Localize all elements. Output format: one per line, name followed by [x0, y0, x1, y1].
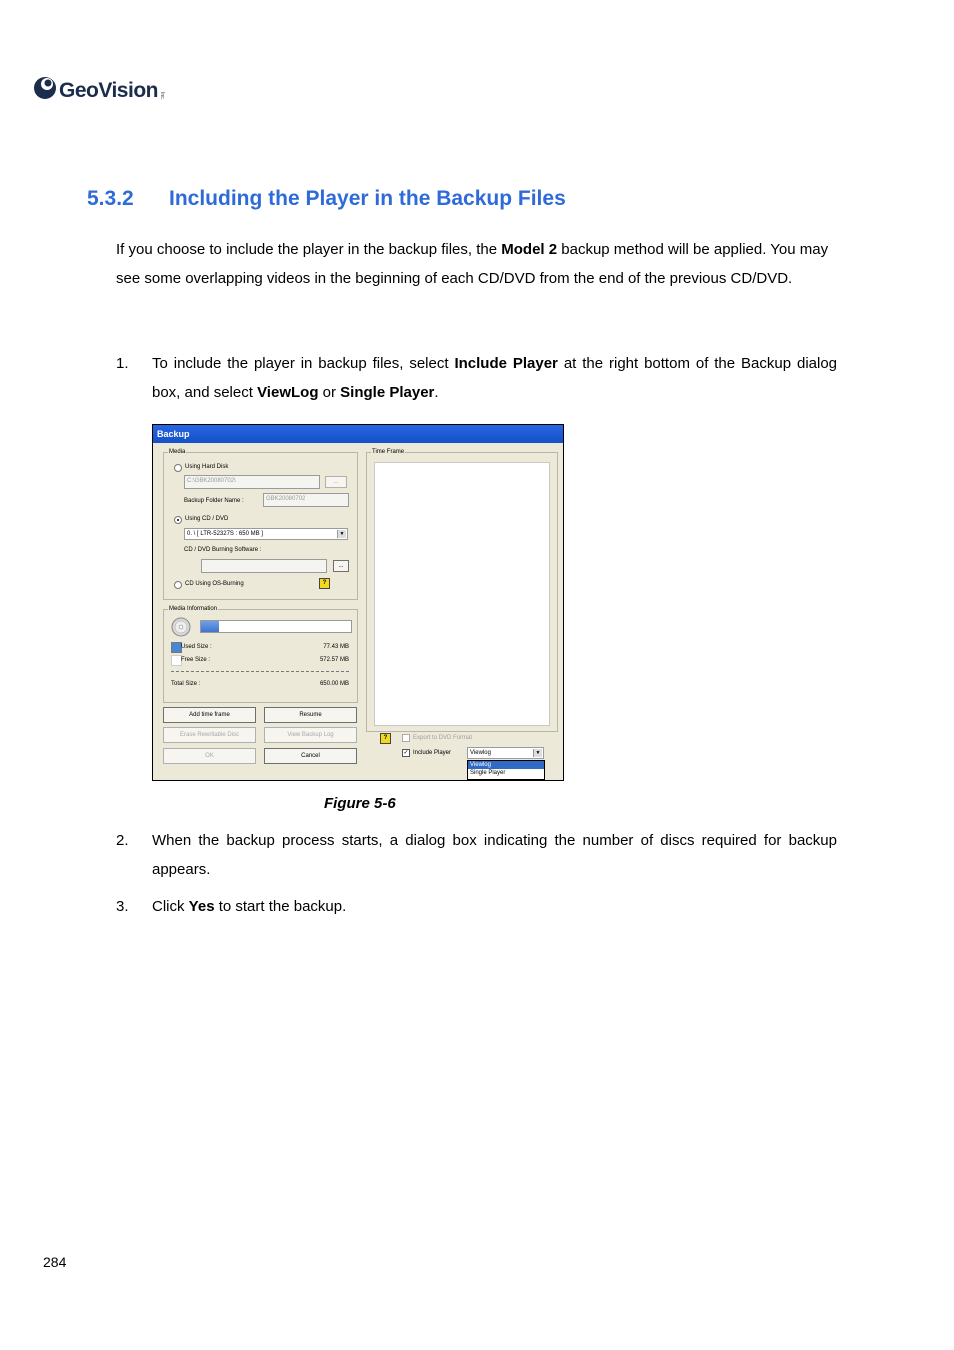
cancel-button[interactable]: Cancel — [264, 748, 357, 764]
media-information-label: Media Information — [169, 606, 218, 612]
time-frame-group — [366, 449, 558, 732]
step-2 — [116, 826, 837, 884]
total-size-value: 650.00 MB — [319, 681, 349, 687]
hard-disk-path-field[interactable]: C:\GBK20080702\ — [184, 475, 320, 489]
geovision-logo — [31, 72, 165, 102]
hard-disk-label: Using Hard Disk — [185, 464, 229, 470]
step-text: To include the player in backup files, select Include Player at the right bottom of the Backup dialog box, and select ViewLog or Single Player. — [152, 355, 838, 401]
time-frame-label: Time Frame — [372, 449, 405, 455]
burning-software-label: CD / DVD Burning Software : — [184, 547, 262, 553]
intro-paragraph — [116, 235, 837, 293]
help-icon[interactable]: ? — [319, 578, 330, 589]
used-size-label: Used Size : — [181, 644, 212, 650]
folder-name-label: Backup Folder Name : — [184, 498, 244, 504]
media-group — [163, 449, 358, 600]
media-information-group — [163, 606, 358, 703]
add-time-frame-button[interactable]: Add time frame — [163, 707, 256, 723]
include-player-checkbox[interactable]: ✓ — [403, 750, 409, 756]
step-number: 2. — [116, 832, 129, 849]
media-group-label: Media — [169, 449, 186, 455]
usage-progress-fill — [201, 621, 219, 632]
backup-dialog-screenshot — [152, 424, 564, 781]
chevron-down-icon: ▼ — [337, 530, 346, 538]
figure-caption: Figure 5-6 — [324, 795, 396, 812]
view-backup-log-button[interactable]: View Backup Log — [264, 727, 357, 743]
time-frame-help-icon[interactable]: ? — [380, 733, 391, 744]
section-heading — [87, 187, 566, 211]
step-text: Click Yes to start the backup. — [152, 898, 347, 915]
total-size-label: Total Size : — [171, 681, 201, 687]
step-number: 3. — [116, 898, 129, 915]
export-dvd-checkbox[interactable] — [402, 734, 410, 742]
free-size-label: Free Size : — [181, 657, 211, 663]
player-select[interactable]: Viewlog ▼ — [467, 747, 544, 759]
burning-software-browse-button[interactable]: ... — [333, 560, 349, 572]
hard-disk-radio[interactable] — [174, 464, 182, 472]
geovision-logo-icon — [31, 72, 57, 102]
player-option-single-player[interactable]: Single Player — [470, 770, 506, 776]
section-number: 5.3.2 — [87, 187, 134, 210]
free-size-value: 572.57 MB — [319, 657, 349, 663]
step-text: When the backup process starts, a dialog box indicating the number of discs required for backup appears. — [152, 832, 837, 878]
brand-tm: Inc. — [158, 91, 165, 100]
step-1 — [116, 349, 837, 407]
ok-button[interactable]: OK — [163, 748, 256, 764]
page-number: 284 — [43, 1254, 67, 1270]
export-dvd-label: Export to DVD Format — [413, 735, 473, 741]
time-frame-list[interactable] — [374, 462, 550, 726]
chevron-down-icon: ▼ — [533, 749, 542, 757]
burning-software-field[interactable] — [201, 559, 327, 573]
intro-text-1: If you choose to include the player in the backup files, the — [116, 241, 502, 258]
hard-disk-browse-button[interactable]: ... — [325, 476, 347, 488]
cd-dvd-label: Using CD / DVD — [185, 516, 229, 522]
section-title: Including the Player in the Backup Files — [169, 187, 566, 210]
resume-button[interactable]: Resume — [264, 707, 357, 723]
disc-icon — [171, 617, 191, 637]
dialog-title-bar: Backup — [153, 425, 563, 443]
brand-name: GeoVision — [59, 79, 158, 102]
include-player-label: Include Player — [413, 750, 452, 756]
used-size-value: 77.43 MB — [323, 644, 349, 650]
drive-select[interactable]: 0. \ [ LTR-52327S : 650 MB ] ▼ — [184, 528, 348, 540]
player-options-list — [467, 760, 545, 780]
intro-text-2: backup method will be applied. You may see some overlapping videos in the beginning of each CD/DVD from the end of the previous CD/DVD. — [116, 241, 829, 287]
separator — [171, 671, 349, 672]
usage-progress-bar — [200, 620, 352, 633]
intro-bold: Model 2 — [501, 241, 558, 258]
os-burning-label: CD Using OS-Burning — [185, 581, 244, 587]
step-number: 1. — [116, 355, 129, 372]
player-option-viewlog[interactable]: Viewlog — [468, 761, 544, 769]
cd-dvd-radio[interactable] — [174, 516, 182, 524]
erase-rewritable-disc-button[interactable]: Erase Rewritable Disc — [163, 727, 256, 743]
folder-name-field[interactable]: GBK20080702 — [263, 493, 349, 507]
os-burning-radio[interactable] — [174, 581, 182, 589]
step-3 — [116, 892, 837, 921]
